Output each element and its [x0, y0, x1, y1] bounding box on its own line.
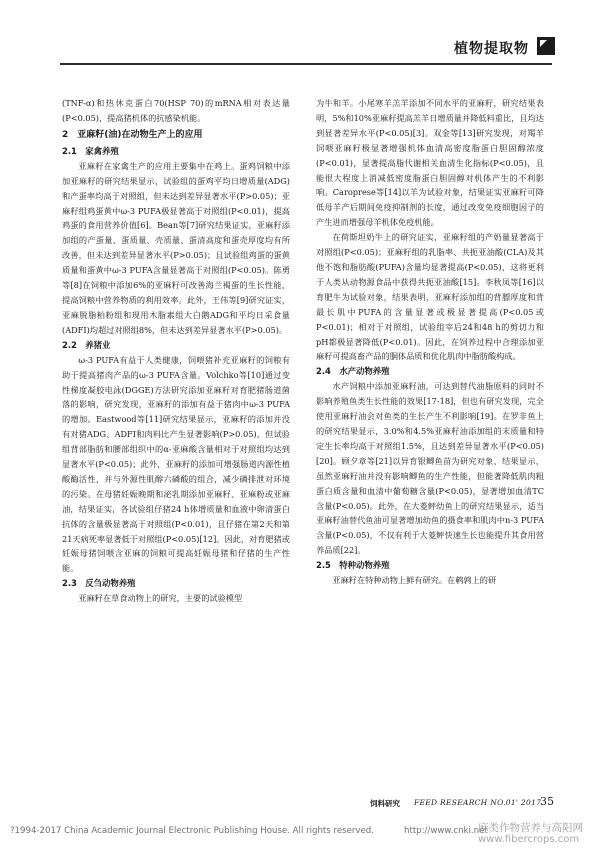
watermark [478, 822, 583, 846]
footer-series: FEED RESEARCH NO.01' 2017 [414, 798, 542, 807]
copyright-text: ?1994-2017 China Academic Journal Electronic Publishing House. All rights reserved. [10, 826, 374, 836]
journal-corner-mark-icon [537, 37, 555, 55]
page-number: 35 [540, 795, 554, 808]
header-rule [60, 63, 552, 65]
right-column [316, 96, 544, 588]
watermark-url: www.fibercrops.com [478, 834, 580, 845]
footer-journal-name: 饲料研究 [370, 799, 400, 808]
section-header-title: 植物提取物 [454, 41, 529, 57]
poultry-paragraph: 亚麻籽在家禽生产的应用主要集中在鸡上。蛋鸡饲粮中添加亚麻籽的研究结果显示，试验组的蛋鸡平均日增质量(ADG)和产蛋率均高于对照组，但未达到差异显著水平(P>0.05)；亚麻籽组鸡蛋黄中ω-3 PUFA极显著高于对照组(P<0.01)，提高鸡蛋的食用营养价值[6]。Bean等[7]研究结果证实，亚麻籽添加组的产蛋量、蛋质量、壳质量、蛋清高度和蛋壳厚度均有所改善，但未达到差异显著水平(P>0.05)；且试验组鸡蛋的蛋黄质量和蛋黄中ω-3 PUFA含量显著高于对照组(P<0.05)。陈勇等[8]在饲粮中添加6%的亚麻籽可改善海兰褐蛋的生长性能，提高饲粮中营养物质的利用效率。此外，王伟等[9]研究证实，亚麻脱脂粕粉组和现用木脂素组大白鹅ADG和平均日采食量(ADFI)均超过对照组8%，但未达到差异显著水平(P>0.05)。 [62, 160, 290, 335]
dairy-paragraph: 在荷斯坦奶牛上的研究证实，亚麻籽组的产奶量显著高于对照组(P<0.05)；亚麻籽组的乳脂率、共扼亚油酸(CLA)及其他不饱和脂肪酸(PUFA)含量均显著提高(P<0.05)，这将更利于人类从动物源食品中获得共扼亚油酸[15]。李秋凤等[16]以育肥牛为试验对象，结果表明，亚麻籽添加组的背膘厚度和背最长肌中PUFA的含量显著或极显著提高(P<0.05或P<0.01)；相对于对照组，试验组宰后24和48 h的剪切力和pH都极显著降低(P<0.01)。因此，在饲养过程中合理添加亚麻籽可提高畜产品的胴体品质和优化肌肉中脂肪酸构成。 [316, 232, 544, 362]
ruminant-heading: 2.3 反刍动物养殖 [62, 578, 136, 589]
section-heading: 2 亚麻籽(油)在动物生产上的应用 [62, 129, 203, 140]
aquaculture-heading: 2.4 水产动物养殖 [316, 366, 390, 377]
pig-heading: 2.2 养猪业 [62, 339, 111, 350]
special-animals-paragraph: 亚麻籽在特种动物上鲜有研究。在鹌鹑上的研 [332, 575, 497, 586]
ruminant-paragraph: 亚麻籽在草食动物上的研究，主要的试验模型 [78, 593, 243, 604]
special-animals-heading: 2.5 特种动物养殖 [316, 560, 390, 571]
ruminant-continued-paragraph: 为牛和羊。小尾寒羊羔羊添加不同水平的亚麻籽，研究结果表明，5%和10%亚麻籽提高羔羊日增质量并降低料重比，且均达到显著差异水平(P<0.05)[3]。双金等[13]研究发现，对羯羊饲喂亚麻籽极显著增强机体血清高密度脂蛋白胆固醇浓度(P<0.01)，显著提高脂代谢相关血清生化指标(P<0.05)，且能很大程度上消减低密度脂蛋白胆固醇对机体产生的不利影响。Caroprese等[14]以羊为试验对象，结果证实亚麻籽可降低母羊产后期间免疫抑制剂的长度，通过改变免疫细胞因子的产生进而增强母羊机体免疫机能。 [316, 98, 544, 228]
aquaculture-paragraph: 水产饲粮中添加亚麻籽油，可达到替代油脂原料的同时不影响养殖鱼类生长性能的效果[17-18]，但也有研究发现，完全使用亚麻籽油会对鱼类的生长产生不利影响[19]。在罗非鱼上的研究结果显示，3.0%和4.5%亚麻籽油添加组的末质量和特定生长率均高于对照组1.5%，且达到差异显著水平(P<0.05)[20]。顾夕章等[21]以异育银鲫鱼苗为研究对象，结果显示，虽然亚麻籽油并没有影响鲫鱼的生产性能，但能著降低肌肉粗蛋白质含量和血清中葡萄糖含量(P<0.05)，显著增加血清TC含量(P<0.05)。此外，在大菱鲆幼鱼上的研究结果显示，适当亚麻籽油替代鱼油可显著增加幼鱼的摄食率和肌肉中n-3 PUFA含量(P<0.05)，不仅有利于大菱鲆快速生长也能提升其食用营养品质[22]。 [316, 381, 544, 556]
poultry-heading: 2.1 家禽养殖 [62, 145, 119, 156]
left-column [62, 96, 290, 606]
watermark-cn: 麻类作物营养与高阳网 [478, 822, 583, 834]
cnki-link[interactable]: http://www.cnki.net [404, 826, 488, 836]
pig-paragraph: ω-3 PUFA有益于人类健康，饲喂猪补充亚麻籽的饲粮有助于提高猪肉产品的ω-3 PUFA含量。Volchko等[10]通过变性梯度凝胶电泳(DGGE)方法研究添加亚麻籽对育肥猪肠道菌落的影响，研究发现，亚麻籽的添加有益于猪肉中ω-3 PUFA的增加。Eastwood等[11]研究结果显示，亚麻籽的添加并没有对猪ADG、ADFI和肉料比产生显著影响(P>0.05)，但试验组背部脂肪和腰部组织中的α-亚麻酸含量相对于对照组均达到显著水平(P<0.05)；此外，亚麻籽的添加可增强肠道内源性植酸酶活性，并与外源性肌醇六磷酸的组合，减少磷排泄对环境的污染。在母猪妊娠晚期和泌乳期添加亚麻籽、亚麻粉或亚麻油，结果证实，各试验组仔猪24 h体增质量和血液中卵清蛋白抗体的含量极显著高于对照组(P<0.01)，且仔猪在第2天和第21天病死率显著低于对照组(P<0.05)[12]。因此，对育肥猪或妊娠母猪饲喂含亚麻的饲粮可提高妊娠母猪和仔猪的生产性能。 [62, 354, 290, 574]
intro-paragraph: (TNF-α)和热休克蛋白70(HSP 70)的mRNA相对表达量(P<0.05)，提高猪机体的抗感染机能。 [62, 98, 290, 123]
